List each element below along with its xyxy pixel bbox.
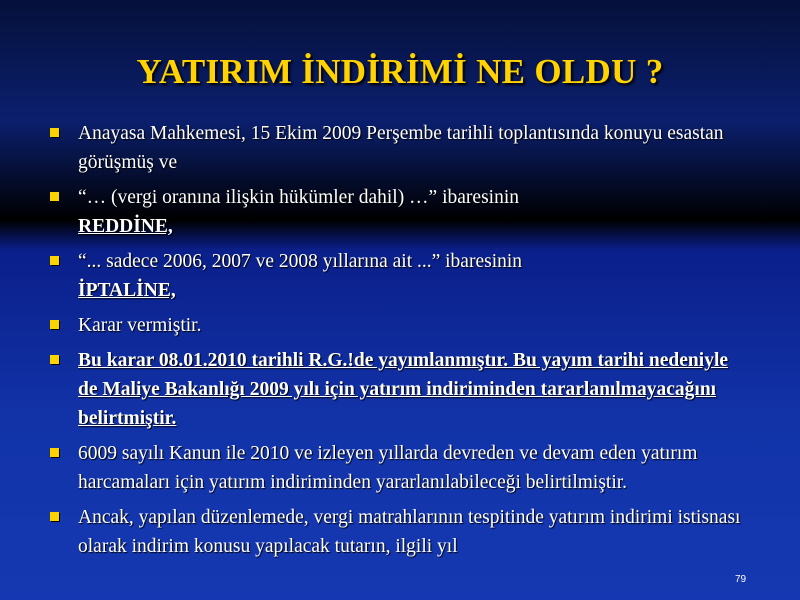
bullet-item-1 [46, 119, 746, 177]
square-bullet-icon [50, 320, 59, 329]
bullet-text: “… (vergi oranına ilişkin hükümler dahil) …” ibaresinin [78, 187, 519, 208]
bullet-item-5 [46, 346, 746, 433]
bullet-text: “... sadece 2006, 2007 ve 2008 yıllarına ait ...” ibaresinin [78, 251, 523, 272]
bullet-item-3 [46, 247, 746, 305]
square-bullet-icon [50, 355, 59, 364]
square-bullet-icon [50, 256, 59, 265]
bullet-text: Anayasa Mahkemesi, 15 Ekim 2009 Perşembe tarihli toplantısında konuyu esastan görüşmüş ve [78, 123, 724, 173]
bullet-emphasis: İPTALİNE, [78, 280, 176, 301]
square-bullet-icon [50, 192, 59, 201]
bullet-item-6 [46, 439, 746, 497]
square-bullet-icon [50, 128, 59, 137]
bullet-text: Ancak, yapılan düzenlemede, vergi matrahlarının tespitinde yatırım indirimi istisnası olarak indirim konusu yapılacak tutarın, ilgili yıl [78, 507, 741, 557]
bullet-item-4 [46, 311, 746, 340]
bullet-item-7 [46, 503, 746, 561]
slide-title: YATIRIM İNDİRİMİ NE OLDU ? [136, 52, 664, 91]
bullet-text: 6009 sayılı Kanun ile 2010 ve izleyen yıllarda devreden ve devam eden yatırım harcamaları için yatırım indiriminden yararlanılabileceği belirtilmiştir. [78, 443, 698, 493]
bullet-emphasis: REDDİNE, [78, 216, 173, 237]
bullet-list [46, 119, 746, 567]
square-bullet-icon [50, 448, 59, 457]
bullet-text: Karar vermiştir. [78, 315, 202, 336]
page-number: 79 [735, 574, 747, 585]
bullet-item-2 [46, 183, 746, 241]
square-bullet-icon [50, 512, 59, 521]
bullet-emphasis-full: Bu karar 08.01.2010 tarihli R.G.!de yayımlanmıştır. Bu yayım tarihi nedeniyle de Maliye Bakanlığı 2009 yılı için yatırım indiriminden tararlanılmayacağını belirtmiştir. [78, 350, 729, 429]
